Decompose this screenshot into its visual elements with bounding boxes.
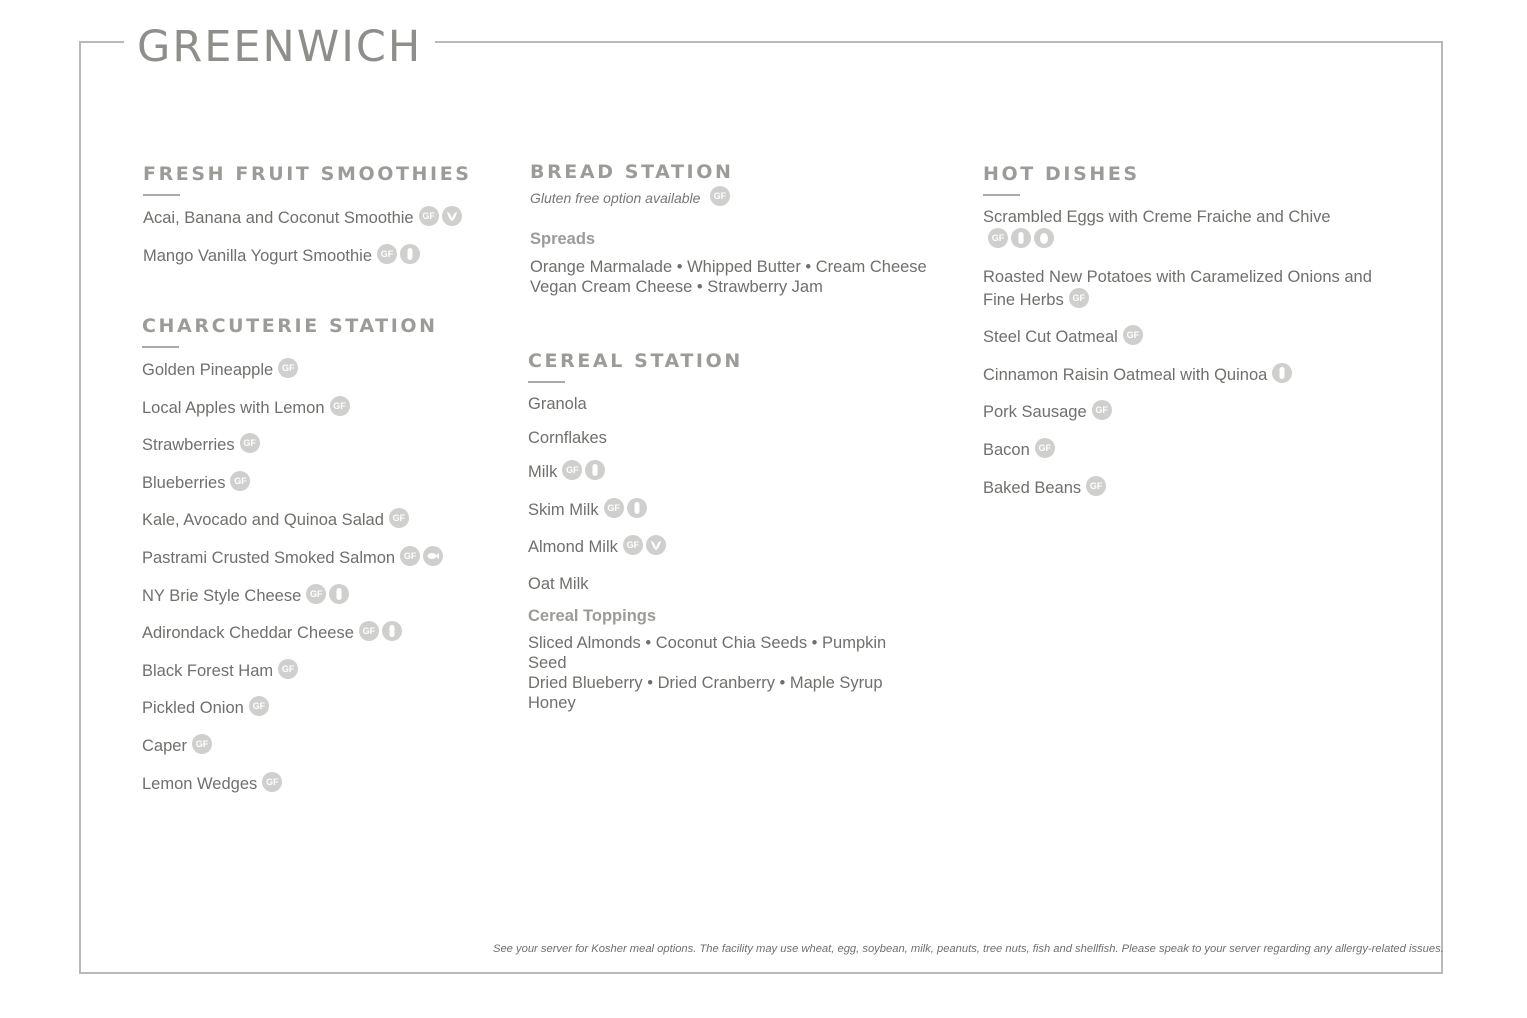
menu-item-name: Cornflakes: [528, 428, 607, 447]
menu-item: [528, 427, 928, 449]
gf-icon: GF: [278, 358, 298, 378]
menu-item-name: Black Forest Ham: [142, 661, 274, 680]
menu-item: [143, 244, 483, 270]
menu-item: [528, 460, 928, 486]
section-rule: [528, 381, 565, 383]
vegetarian-icon: [627, 498, 647, 518]
dietary-badges: [1089, 400, 1112, 426]
charcuterie-section: [142, 314, 482, 809]
gf-icon: GF: [1092, 400, 1112, 420]
menu-item-name: Kale, Avocado and Quinoa Salad: [142, 511, 384, 530]
dietary-badges: [1083, 476, 1106, 502]
menu-item-name: Almond Milk: [528, 538, 618, 557]
bread-section: [530, 160, 930, 297]
vegan-icon: [646, 535, 666, 555]
menu-item: [142, 546, 482, 572]
menu-item-name: NY Brie Style Cheese: [142, 586, 302, 605]
allergy-footer: See your server for Kosher meal options. The facility may use wheat, egg, soybean, milk, peanuts, tree nuts, fish and shellfish. Please speak to your server regarding any allergy-related issues.: [493, 943, 1444, 955]
toppings-line-3: Honey: [528, 693, 576, 712]
dietary-badges: [397, 546, 443, 572]
gf-icon: GF: [377, 244, 397, 264]
spreads-title: Spreads: [530, 230, 596, 248]
gf-icon: GF: [400, 546, 420, 566]
menu-item-name: Acai, Banana and Coconut Smoothie: [143, 209, 414, 227]
vegetarian-icon: [1272, 363, 1292, 383]
dietary-badges: [559, 460, 605, 486]
menu-item: [528, 573, 928, 595]
menu-item: [142, 358, 482, 384]
menu-item: [142, 584, 482, 610]
menu-item-name: Roasted New Potatoes with Caramelized Onions and Fine Herbs: [983, 267, 1372, 309]
toppings-title: Cereal Toppings: [528, 606, 657, 625]
menu-item: [528, 498, 928, 524]
gf-icon: GF: [359, 621, 379, 641]
dietary-badges: [1066, 288, 1089, 314]
dietary-badges: [1032, 438, 1055, 464]
dietary-badges: [601, 498, 647, 524]
menu-item: [142, 471, 482, 497]
bread-title: BREAD STATION: [530, 161, 734, 183]
gf-icon: GF: [419, 206, 439, 226]
charcuterie-title: CHARCUTERIE STATION: [142, 315, 438, 337]
menu-item-name: Cinnamon Raisin Oatmeal with Quinoa: [983, 365, 1268, 384]
vegetarian-icon: [329, 584, 349, 604]
dietary-badges: [416, 206, 462, 232]
bread-note-row: [530, 186, 930, 211]
dietary-badges: [985, 228, 1054, 254]
menu-item-name: Oat Milk: [528, 574, 589, 593]
vegan-icon: [442, 206, 462, 226]
gf-icon: GF: [192, 734, 212, 754]
bread-note-badges: [707, 186, 730, 211]
menu-item-name: Pickled Onion: [142, 699, 244, 718]
egg-icon: [1034, 228, 1054, 248]
menu-item-name: Scrambled Eggs with Creme Fraiche and Chive: [983, 208, 1331, 226]
gf-icon: GF: [623, 535, 643, 555]
dietary-badges: [246, 696, 269, 722]
menu-item-name: Pastrami Crusted Smoked Salmon: [142, 548, 396, 567]
fresh-fruit-list: [143, 206, 483, 270]
menu-item: [142, 621, 482, 647]
toppings-line-2: Dried Blueberry • Dried Cranberry • Maple Syrup: [528, 673, 883, 692]
toppings-line-1: Sliced Almonds • Coconut Chia Seeds • Pumpkin Seed: [528, 633, 887, 672]
vegetarian-icon: [400, 244, 420, 264]
menu-item: [142, 696, 482, 722]
menu-item-name: Strawberries: [142, 436, 235, 455]
menu-item: [983, 325, 1393, 351]
gf-icon: GF: [249, 696, 269, 716]
dietary-badges: [1269, 363, 1292, 389]
cereal-section: [528, 349, 928, 713]
hot-dishes-title: HOT DISHES: [983, 163, 1140, 185]
dietary-badges: [1120, 325, 1143, 351]
fresh-fruit-title: FRESH FRUIT SMOOTHIES: [143, 163, 472, 185]
spreads-line-1: Orange Marmalade • Whipped Butter • Cream Cheese: [530, 258, 927, 276]
bread-note: Gluten free option available: [530, 190, 701, 206]
dietary-badges: [356, 621, 402, 647]
menu-item: [142, 433, 482, 459]
menu-item: [142, 734, 482, 760]
gf-icon: GF: [604, 498, 624, 518]
gf-icon: GF: [710, 186, 730, 206]
menu-item-name: Local Apples with Lemon: [142, 398, 325, 417]
dietary-badges: [259, 772, 282, 798]
gf-icon: GF: [1086, 476, 1106, 496]
hot-dishes-section: [983, 162, 1393, 513]
menu-item-name: Adirondack Cheddar Cheese: [142, 624, 354, 643]
menu-item-name: Pork Sausage: [983, 403, 1087, 422]
dietary-badges: [189, 734, 212, 760]
dietary-badges: [237, 433, 260, 459]
menu-item-name: Bacon: [983, 440, 1030, 459]
menu-item: [983, 266, 1393, 314]
menu-item-name: Granola: [528, 395, 587, 413]
section-rule: [983, 194, 1020, 196]
gf-icon: GF: [306, 584, 326, 604]
gf-icon: GF: [330, 396, 350, 416]
menu-item: [142, 659, 482, 685]
spreads-line-2: Vegan Cream Cheese • Strawberry Jam: [530, 278, 823, 296]
dietary-badges: [386, 508, 409, 534]
dietary-badges: [303, 584, 349, 610]
menu-item: [983, 438, 1393, 464]
gf-icon: GF: [1123, 325, 1143, 345]
dietary-badges: [620, 535, 666, 561]
menu-item-name: Baked Beans: [983, 478, 1082, 497]
menu-item-name: Blueberries: [142, 473, 226, 492]
menu-item: [983, 206, 1393, 254]
gf-icon: GF: [1035, 438, 1055, 458]
menu-item-name: Caper: [142, 736, 187, 755]
gf-icon: GF: [230, 471, 250, 491]
dietary-badges: [275, 358, 298, 384]
cereal-title: CEREAL STATION: [528, 350, 743, 372]
menu-item: [142, 396, 482, 422]
gf-icon: GF: [1069, 288, 1089, 308]
gf-icon: GF: [262, 772, 282, 792]
menu-item-name: Mango Vanilla Yogurt Smoothie: [143, 246, 373, 265]
menu-item: [528, 535, 928, 561]
menu-item-name: Milk: [528, 463, 558, 482]
menu-item: [983, 363, 1393, 389]
gf-icon: GF: [240, 433, 260, 453]
fish-icon: [423, 546, 443, 566]
gf-icon: GF: [278, 659, 298, 679]
vegetarian-icon: [1011, 228, 1031, 248]
menu-item: [142, 508, 482, 534]
cereal-list: [528, 393, 928, 595]
menu-item: [142, 772, 482, 798]
menu-item-name: Skim Milk: [528, 500, 599, 519]
hot-dishes-list: [983, 206, 1393, 502]
dietary-badges: [227, 471, 250, 497]
fresh-fruit-section: [143, 162, 483, 281]
gf-icon: GF: [988, 228, 1008, 248]
gf-icon: GF: [562, 460, 582, 480]
menu-item: [983, 400, 1393, 426]
dietary-badges: [327, 396, 350, 422]
gf-icon: GF: [389, 508, 409, 528]
vegetarian-icon: [382, 621, 402, 641]
menu-item-name: Steel Cut Oatmeal: [983, 328, 1118, 347]
menu-title: GREENWICH: [124, 22, 435, 72]
section-rule: [142, 346, 179, 348]
section-rule: [143, 194, 180, 196]
dietary-badges: [275, 659, 298, 685]
menu-item-name: Lemon Wedges: [142, 774, 258, 793]
menu-item: [143, 206, 483, 232]
charcuterie-list: [142, 358, 482, 798]
menu-item: [528, 393, 928, 415]
vegetarian-icon: [585, 460, 605, 480]
dietary-badges: [374, 244, 420, 270]
menu-item-name: Golden Pineapple: [142, 361, 274, 379]
menu-item: [983, 476, 1393, 502]
